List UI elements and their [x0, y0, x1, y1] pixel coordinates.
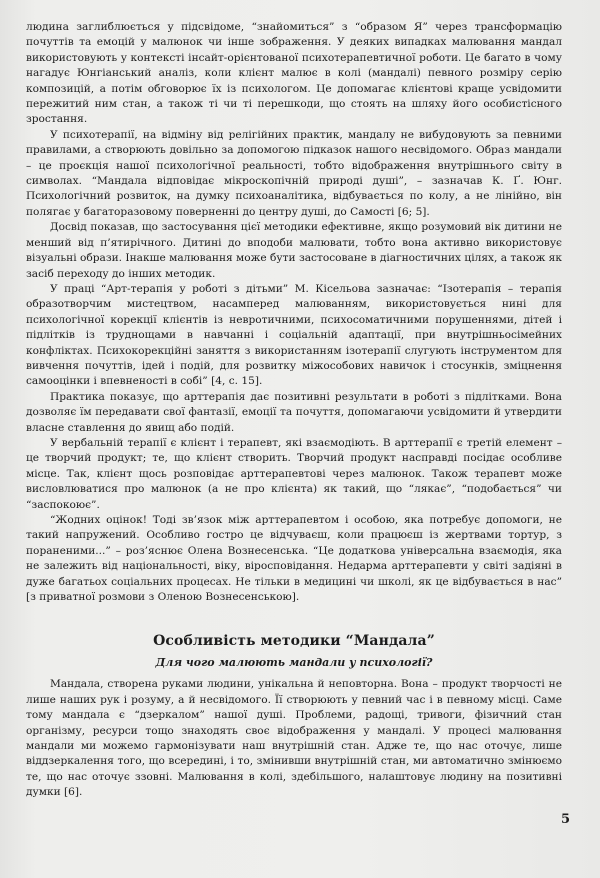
- page-body: [26, 20, 562, 801]
- paragraph: людина заглиблюється у підсвідоме, “знайомиться” з “образом Я” через трансформацію почуттів та емоцій у малюнок чи інше зображення. У деяких випадках малювання мандал використовують у контексті інсайт-орієнтованої психотерапевтичної роботи. Це багато в чому нагадує Юнгіанський аналіз, коли клієнт малює в колі (мандалі) певного розміру серію композицій, а потім обговорює їх із психологом. Це допомагає клієнтові краще усвідомити пережитий ним стан, а також ті чи ті перешкоди, що стоять на шляху його особистісного зростання.: [26, 21, 562, 126]
- section-paragraph: Мандала, створена руками людини, унікальна й неповторна. Вона – продукт творчості не лише наших рук і розуму, а й несвідомого. Її створюють у певний час і в певному місці. Саме тому мандала є “дзеркалом” нашої душі. Проблеми, радощі, тривоги, фізичний стан організму, ресурси тощо знаходять своє відображення у мандалі. У процесі малювання мандали ми можемо гармонізувати наш внутрішній стан. Адже те, що нас оточує, лише віддзеркалення того, що всередині, і то, змінивши внутрішній стан, ми автоматично змінюємо те, що нас оточує ззовні. Малювання в колі, здебільшого, налаштовує людину на позитивні думки [6].: [26, 678, 562, 799]
- paragraph: Практика показує, що арттерапія дає позитивні результати в роботі з підлітками. Вона дозволяє їм передавати свої фантазії, емоції та почуття, допомагаючи усвідомити й утвердити власне ставлення до явищ або подій.: [26, 390, 562, 434]
- paragraph: У психотерапії, на відміну від релігійних практик, мандалу не вибудовують за певними правилами, а створюють довільно за допомогою підказок нашого несвідомого. Образ мандали – це проєкція нашої психологічної реальності, тобто відображення внутрішнього світу в символах. “Мандала відповідає мікроскопічній природі душі”, – зазначав К. Ґ. Юнг. Психологічний розвиток, на думку психоаналітика, відбувається по колу, а не лінійно, він полягає у багаторазовому поверненні до центру душі, до Самості [6; 5].: [26, 128, 562, 218]
- paragraph: У вербальній терапії є клієнт і терапевт, які взаємодіють. В арттерапії є третій елемент – це творчий продукт; те, що клієнт створить. Творчий продукт насправді посідає особливе місце. Так, клієнт щось розповідає арттерапевтові через малюнок. Також терапевт може висловлюватися про малюнок (а не про клієнта) як такий, що “лякає”, “подобається” чи “заспокоює”.: [26, 436, 562, 511]
- section-title: Особливість методики “Мандала”: [153, 633, 435, 650]
- paragraph: Досвід показав, що застосування цієї методики ефективне, якщо розумовий вік дитини не менший від п’ятирічного. Дитині до вподоби малювати, тобто вона активно використовує візуальні образи. Інакше малювання може бути застосоване в діагностичних цілях, а також як засіб переходу до інших методик.: [26, 221, 562, 280]
- section-subtitle: Для чого малюють мандали у психології?: [155, 656, 433, 670]
- paragraph: У праці “Арт-терапія у роботі з дітьми” М. Кісельова зазначає: “Ізотерапія – терапія образотворчим мистецтвом, насамперед малюванням, використовується нині для психологічної корекції клієнтів із невротичними, психосоматичними порушеннями, дітей і підлітків із труднощами в навчанні і соціальній адаптації, при внутрішньосімейних конфліктах. Психокорекційні заняття з використанням ізотерапії слугують інструментом для вивчення почуттів, ідей і подій, для розвитку міжособових навичок і стосунків, зміцнення самооцінки і впевненості в собі” [4, с. 15].: [26, 282, 562, 388]
- section-spacer: [26, 605, 562, 631]
- page-number: 5: [560, 812, 570, 827]
- paragraph: “Жодних оцінок! Тоді зв’язок між арттерапевтом і особою, яка потребує допомоги, не такий напружений. Особливо гостро це відчуваєш, коли працюєш із жертвами тортур, з пораненими...” – роз’яснює Олена Вознесенська. “Це додаткова універсальна взаємодія, яка не залежить від національності, віку, віросповідання. Недарма арттерапевти у світі задіяні в дуже багатьох соціальних процесах. Не тільки в медицині чи школі, як це відбувається в нас” [з приватної розмови з Оленою Вознесенською].: [26, 514, 562, 604]
